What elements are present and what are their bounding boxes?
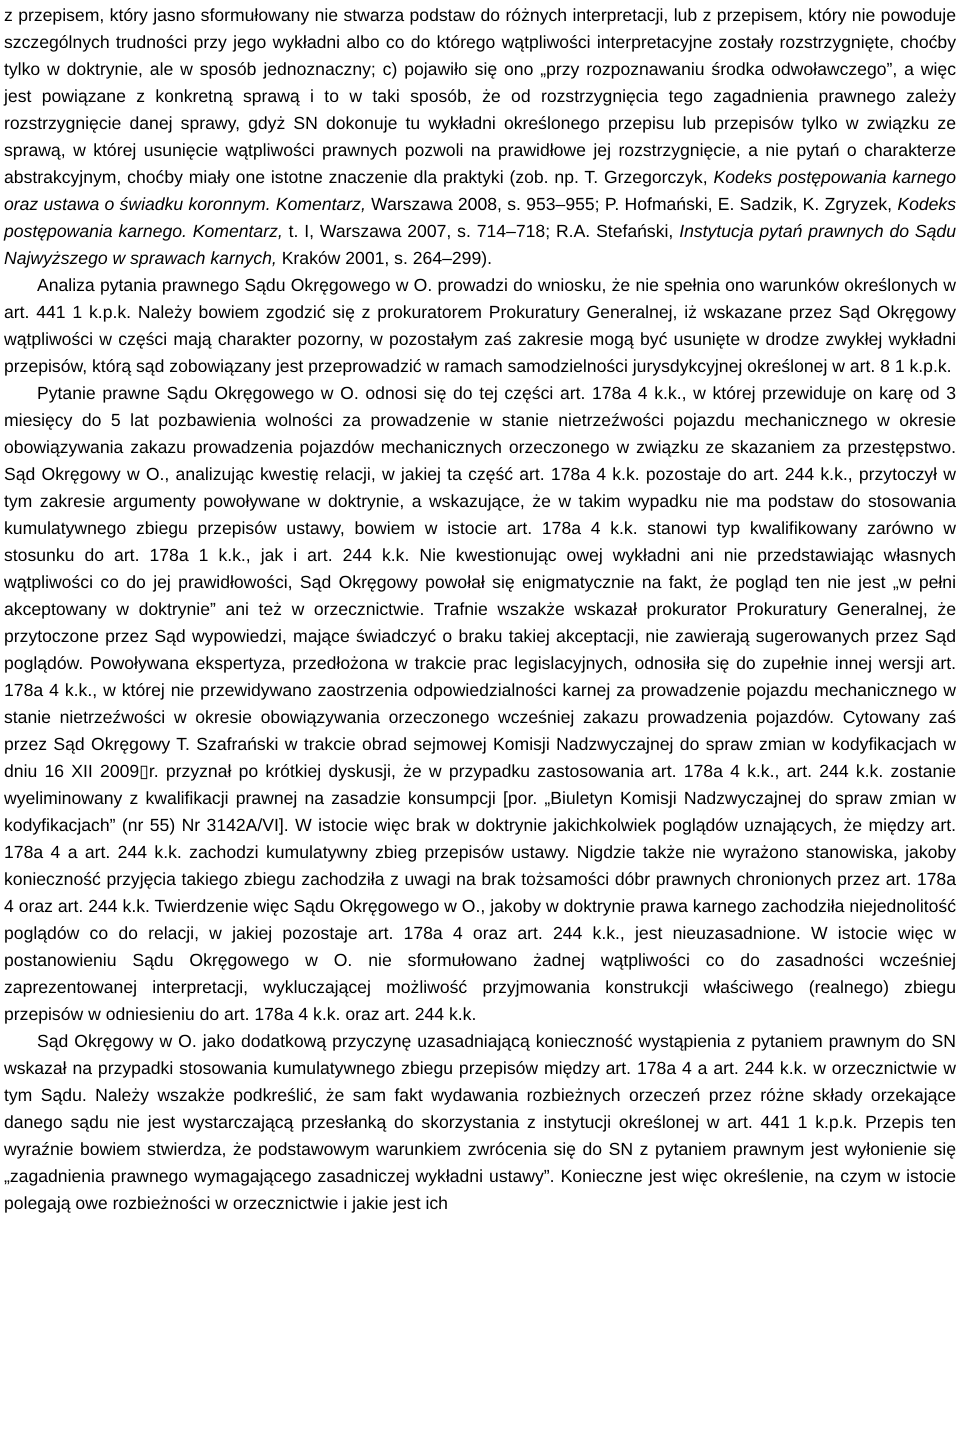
citation-title-hofmanski: Kodeks postępowania karnego. Komentarz, [4,194,957,241]
paragraph-additional-reason: Sąd Okręgowy w O. jako dodatkową przyczynę uzasadniającą konieczność wystąpienia z pytaniem prawnym do SN wskazał na przypadki stosowania kumulatywnego zbiegu przepisów między art. 178a 4 a art. 244 k.k. w orzecznictwie w tym Sądu. Należy wszakże podkreślić, że sam fakt wydawania rozbieżnych orzeczeń przez różne składy orzekające danego sądu nie jest wystarczającą przesłanką do skorzystania z instytucji określonej w art. 441 1 k.p.k. Przepis ten wyraźnie bowiem stwierdza, że podstawowym warunkiem zwrócenia się do SN z pytaniem prawnym jest wyłonienie się „zagadnienia prawnego wymagającego zasadniczej wykładni ustawy”. Konieczne jest więc określenie, na czym w istocie polegają owe rozbieżności w orzecznictwie i jakie jest ich [4,1031,956,1213]
citation-title-grzegorczyk: Kodeks postępowania karnego oraz ustawa o świadku koronnym. Komentarz, [4,167,957,214]
document-page [4,2,956,1217]
paragraph-analysis: Analiza pytania prawnego Sądu Okręgowego w O. prowadzi do wniosku, że nie spełnia ono warunków określonych w art. 441 1 k.p.k. Należy bowiem zgodzić się z prokuratorem Prokuratury Generalnej, iż wskazane przez Sąd Okręgowy wątpliwości w części mają charakter pozorny, w pozostałym zaś zakresie mogą być usunięte w drodze zwykłej wykładni przepisów, którą sąd zobowiązany jest przeprowadzić w ramach samodzielności jurysdykcyjnej określonej w art. 8 1 k.p.k. [4,275,956,376]
paragraph-criteria-text-3: t. I, Warszawa 2007, s. 714–718; R.A. Stefański, [282,221,680,241]
paragraph-criteria-text-1: z przepisem, który jasno sformułowany nie stwarza podstaw do różnych interpretacji, lub z przepisem, który nie powoduje szczególnych trudności przy jego wykładni albo co do którego wątpliwości interpretacyjne zostały rozstrzygnięte, choćby tylko w doktrynie, ale w sposób jednoznaczny; c) pojawiło się ono „przy rozpoznawaniu środka odwoławczego”, a więc jest powiązane z konkretną sprawą i to w taki sposób, że od rozstrzygnięcia tego zagadnienia prawnego zależy rozstrzygnięcie danej sprawy, gdyż SN dokonuje tu wykładni określonego przepisu lub przepisów tylko w związku ze sprawą, w której usunięcie wątpliwości prawnych pozwoli na prawidłowe jej rozstrzygnięcie, a nie pytań o charakterze abstrakcyjnym, choćby miały one istotne znaczenie dla praktyki (zob. np. T. Grzegorczyk, [4,5,956,187]
citation-title-stefanski: Instytucja pytań prawnych do Sądu Najwyższego w sprawach karnych, [4,221,957,268]
paragraph-legal-question: Pytanie prawne Sądu Okręgowego w O. odnosi się do tej części art. 178a 4 k.k., w której przewiduje on karę od 3 miesięcy do 5 lat pozbawienia wolności za prowadzenie w stanie nietrzeźwości pojazdu mechanicznego w okresie obowiązywania zakazu prowadzenia pojazdów mechanicznych orzeczonego w związku ze skazaniem za przestępstwo. Sąd Okręgowy w O., analizując kwestię relacji, w jakiej ta część art. 178a 4 k.k. pozostaje do art. 244 k.k., przytoczył w tym zakresie argumenty powoływane w doktrynie, a wskazujące, że w takim wypadku nie ma podstaw do stosowania kumulatywnego zbiegu przepisów ustawy, bowiem w istocie art. 178a 4 k.k. stanowi typ kwalifikowany zarówno w stosunku do art. 178a 1 k.k., jak i art. 244 k.k. Nie kwestionując owej wykładni ani nie przedstawiając własnych wątpliwości co do jej prawidłowości, Sąd Okręgowy powołał się enigmatycznie na fakt, że pogląd ten nie jest „w pełni akceptowany w doktrynie” ani też w orzecznictwie. Trafnie wszakże wskazał prokurator Prokuratury Generalnej, że przytoczone przez Sąd wypowiedzi, mające świadczyć o braku takiej akceptacji, nie zawierają sugerowanych przez Sąd poglądów. Powoływana ekspertyza, przedłożona w trakcie prac legislacyjnych, odnosiła się do zupełnie innej wersji art. 178a 4 k.k., w której nie przewidywano zaostrzenia odpowiedzialności karnej za prowadzenie pojazdu mechanicznego w stanie nietrzeźwości w okresie obowiązywania orzeczonego wcześniej zakazu prowadzenia pojazdów. Cytowany zaś przez Sąd Okręgowy T. Szafrański w trakcie obrad sejmowej Komisji Nadzwyczajnej do spraw zmian w kodyfikacjach w dniu 16 XII 2009▯r. przyznał po krótkiej dyskusji, że w przypadku zastosowania art. 178a 4 k.k., art. 244 k.k. zostanie wyeliminowany z kwalifikacji prawnej na zasadzie konsumpcji [por. „Biuletyn Komisji Nadzwyczajnej do spraw zmian w kodyfikacjach” (nr 55) Nr 3142A/VI]. W istocie więc brak w doktrynie jakichkolwiek poglądów uznających, że między art. 178a 4 a art. 244 k.k. zachodzi kumulatywny zbieg przepisów ustawy. Nigdzie także nie wyrażono stanowiska, jakoby konieczność przyjęcia takiego zbiegu zachodziła z uwagi na brak tożsamości dóbr prawnych chronionych przez art. 178a 4 oraz art. 244 k.k. Twierdzenie więc Sądu Okręgowego w O., jakoby w doktrynie prawa karnego zachodziła niejednolitość poglądów co do relacji, w jakiej pozostaje art. 178a 4 oraz art. 244 k.k., jest nieuzasadnione. W istocie więc w postanowieniu Sądu Okręgowego w O. nie sformułowano żadnej wątpliwości co do zasadności wcześniej zaprezentowanej interpretacji, wykluczającej możliwość przyjmowania konstrukcji właściwego (realnego) zbiegu przepisów w odniesieniu do art. 178a 4 k.k. oraz art. 244 k.k. [4,383,956,1024]
paragraph-criteria-text-2: Warszawa 2008, s. 953–955; P. Hofmański, E. Sadzik, K. Zgryzek, [365,194,898,214]
paragraph-criteria [4,2,956,272]
paragraph-criteria-text-4: Kraków 2001, s. 264–299). [276,248,492,268]
